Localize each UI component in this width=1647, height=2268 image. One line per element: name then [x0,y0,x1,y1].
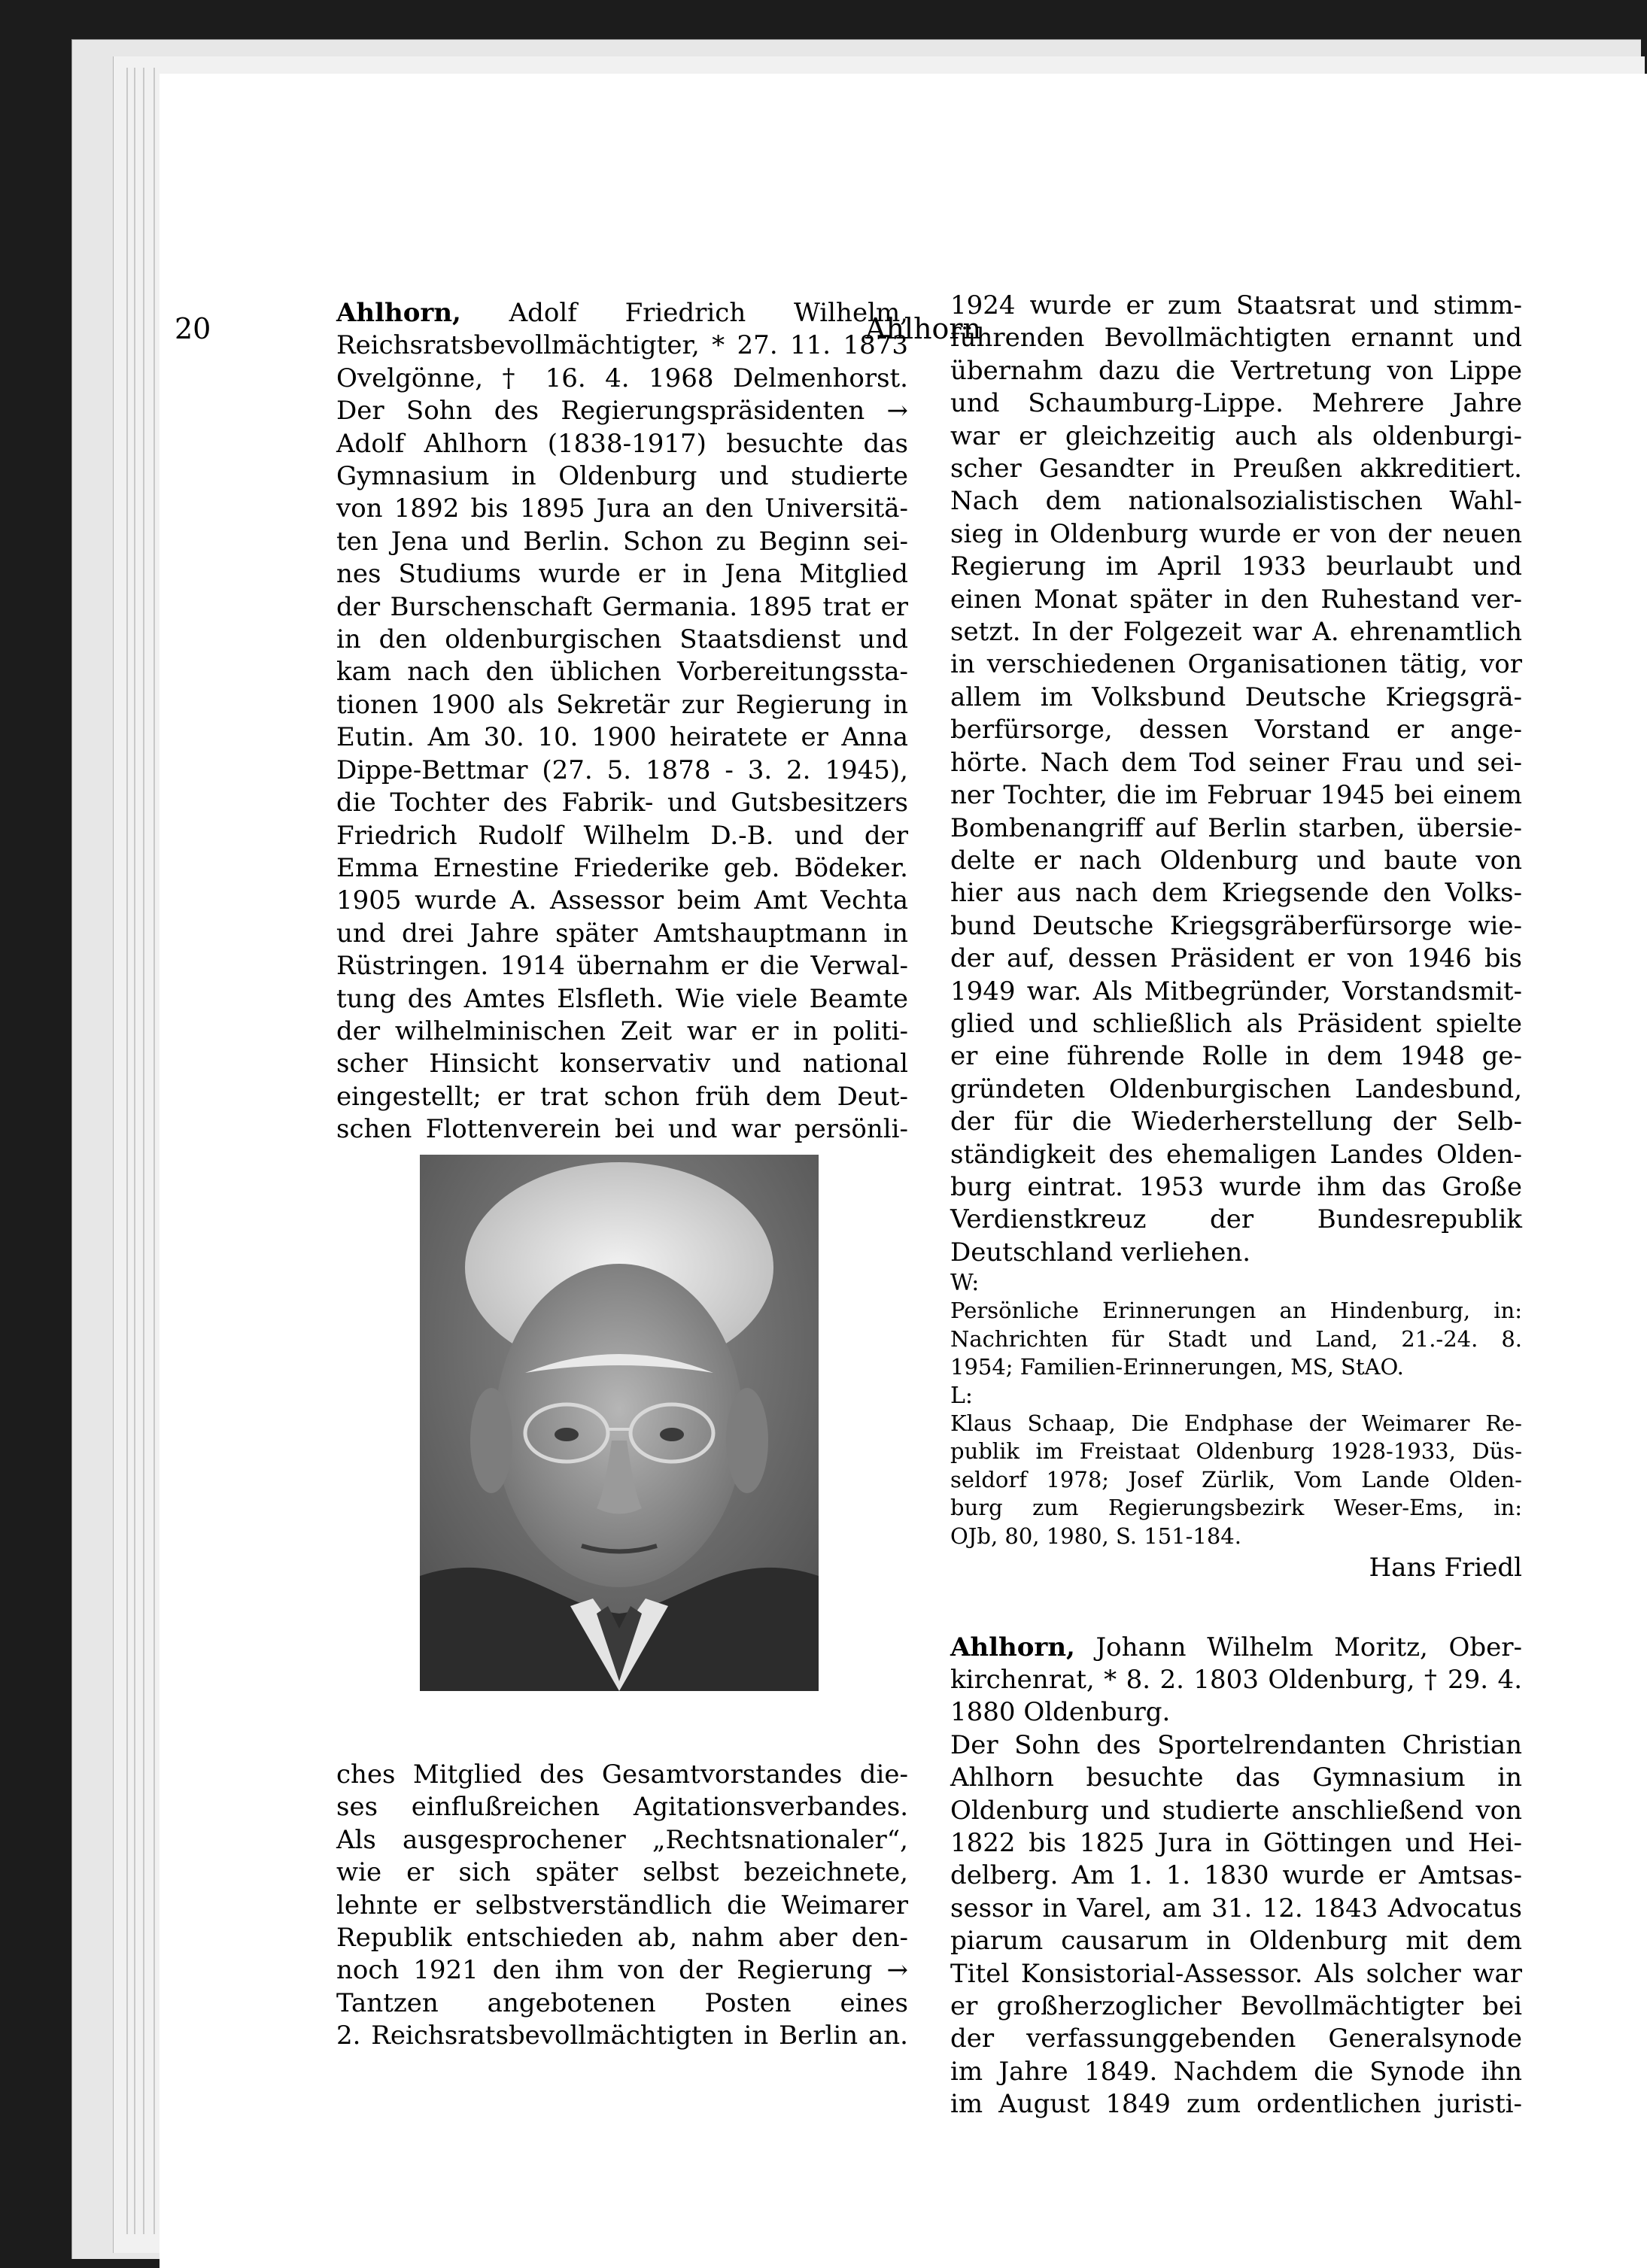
text-line: 1924 wurde er zum Staatsrat und stimm- [950,290,1522,320]
works-label: W: [950,1270,980,1297]
text-line: kam nach den üblichen Vorbereitungssta- [336,657,908,688]
text-line: nes Studiums wurde er in Jena Mitglied [336,559,908,590]
page-number: 20 [175,312,211,345]
works-line: Persönliche Erinnerungen an Hindenburg, in: [950,1298,1522,1324]
text-line: Als ausgesprochener „Rechtsnationaler“, [336,1824,908,1855]
text-line: der Burschenschaft Germania. 1895 trat er [336,591,908,622]
text-line: setzt. In der Folgezeit war A. ehrenamtlich [950,617,1522,648]
text-line: 1880 Oldenburg. [950,1697,1171,1728]
text-line: scher Gesandter in Preußen akkreditiert. [950,454,1522,484]
text-line: einen Monat später in den Ruhestand ver- [950,584,1522,615]
text-line: Regierung im April 1933 beurlaubt und [950,551,1522,582]
portrait-image [420,1155,819,1691]
text-line: ches Mitglied des Gesamtvorstandes die- [336,1759,908,1790]
literature-line: Klaus Schaap, Die Endphase der Weimarer Re- [950,1410,1522,1436]
text-line: die Tochter des Fabrik- und Gutsbesitzers [336,788,908,818]
text-line: Gymnasium in Oldenburg und studierte [336,461,908,492]
text-line: noch 1921 den ihm von der Regierung → [336,1955,908,1986]
text-line: berfürsorge, dessen Vorstand er ange- [950,715,1522,745]
text-line: ses einflußreichen Agitationsverbandes. [336,1792,908,1823]
text-line: der wilhelminischen Zeit war er in politi- [336,1016,908,1046]
entry1-column-left-top [336,297,908,1146]
text-line: in verschiedenen Organisationen tätig, vor [950,649,1522,680]
text-line: ner Tochter, die im Februar 1945 bei einem [950,780,1522,811]
text-line: tung des Amtes Elsfleth. Wie viele Beamte [336,983,908,1014]
text-line: Rüstringen. 1914 übernahm er die Verwal- [336,951,908,982]
text-line: und drei Jahre später Amtshauptmann in [336,918,908,949]
text-line: delberg. Am 1. 1. 1830 wurde er Amtsas- [950,1860,1522,1891]
text-line: 2. Reichsratsbevollmächtigten in Berlin an. [336,2021,908,2051]
text-line: Dippe-Bettmar (27. 5. 1878 - 3. 2. 1945), [336,754,908,785]
text-line: Tantzen angebotenen Posten eines [336,1987,908,2018]
literature-line: OJb, 80, 1980, S. 151-184. [950,1523,1241,1549]
text-line: Ahlhorn besuchte das Gymnasium in [950,1762,1522,1793]
text-line: allem im Volksbund Deutsche Kriegsgrä- [950,682,1522,712]
text-line: und Schaumburg-Lippe. Mehrere Jahre [950,388,1522,419]
text-line: Der Sohn des Sportelrendanten Christian [950,1729,1522,1760]
entry-name: Ahlhorn, [336,298,461,328]
text-line: er großherzoglicher Bevollmächtigter bei [950,1991,1522,2022]
text-line: Der Sohn des Regierungspräsidenten → [336,396,908,427]
text-line: der für die Wiederherstellung der Selb- [950,1107,1522,1137]
text-line: Nach dem nationalsozialistischen Wahl- [950,486,1522,517]
text-line: lehnte er selbstverständlich die Weimarer [336,1890,908,1920]
text-line: Friedrich Rudolf Wilhelm D.-B. und der [336,820,908,851]
text-line: von 1892 bis 1895 Jura an den Universitä- [336,493,908,524]
entry2-heading [950,1632,1522,1664]
works-line: 1954; Familien-Erinnerungen, MS, StAO. [950,1354,1404,1380]
entry-name: Ahlhorn, [950,1632,1075,1662]
literature-label: L: [950,1382,974,1409]
text-line: übernahm dazu die Vertretung von Lippe [950,355,1522,386]
text-line: gründeten Oldenburgischen Landesbund, [950,1073,1522,1104]
text-line: Oldenburg und studierte anschließend von [950,1795,1522,1826]
text-line: Verdienstkreuz der Bundesrepublik [950,1204,1522,1235]
text-line: Adolf Ahlhorn (1838-1917) besuchte das [336,428,908,459]
text-line: Bombenangriff auf Berlin starben, übersie- [950,812,1522,843]
text-line: kirchenrat, * 8. 2. 1803 Oldenburg, † 29. 4. [950,1665,1522,1695]
text-line: er eine führende Rolle in dem 1948 ge- [950,1041,1522,1072]
text-line: burg eintrat. 1953 wurde ihm das Große [950,1171,1522,1202]
text-line: Deutschland verliehen. [950,1237,1251,1268]
text-line: wie er sich später selbst bezeichnete, [336,1857,908,1888]
text-line: hier aus nach dem Kriegsende den Volks- [950,878,1522,909]
text-line: war er gleichzeitig auch als oldenburgi- [950,421,1522,451]
text-line: ten Jena und Berlin. Schon zu Beginn sei- [336,526,908,557]
running-title: Ahlhorn [865,312,982,345]
text-line: im August 1849 zum ordentlichen juristi- [950,2089,1522,2120]
text-line: führenden Bevollmächtigten ernannt und [950,323,1522,354]
text-line: im Jahre 1849. Nachdem die Synode ihn [950,2056,1522,2087]
literature-line: burg zum Regierungsbezirk Weser-Ems, in: [950,1495,1522,1521]
text-line: 1949 war. Als Mitbegründer, Vorstandsmit- [950,976,1522,1006]
text-line: bund Deutsche Kriegsgräberfürsorge wie- [950,910,1522,941]
text-line: schen Flottenverein bei und war persönli- [336,1114,908,1145]
text-line: 1905 wurde A. Assessor beim Amt Vechta [336,885,908,916]
text-line: scher Hinsicht konservativ und national [336,1049,908,1079]
literature-line: publik im Freistaat Oldenburg 1928-1933, Düs- [950,1438,1522,1465]
author-signature: Hans Friedl [1369,1553,1522,1583]
text-line: eingestellt; er trat schon früh dem Deut- [336,1081,908,1112]
text-line: Emma Ernestine Friederike geb. Bödeker. [336,852,908,883]
page-edges [120,68,166,2234]
entry-separator [950,1585,1522,1632]
text-line: delte er nach Oldenburg und baute von [950,845,1522,876]
text-line: Reichsratsbevollmächtigter, * 27. 11. 1873 [336,330,908,361]
text-line: Eutin. Am 30. 10. 1900 heiratete er Anna [336,722,908,753]
text-line: der auf, dessen Präsident er von 1946 bis [950,943,1522,974]
text-line: sieg in Oldenburg wurde er von der neuen [950,518,1522,549]
text-line: in den oldenburgischen Staatsdienst und [336,624,908,655]
entry1-column-left-bottom [336,1759,908,2053]
portrait-photo [420,1155,819,1691]
text-line: Ovelgönne, † 16. 4. 1968 Delmenhorst. [336,363,908,393]
literature-line: seldorf 1978; Josef Zürlik, Vom Lande Olden- [950,1466,1522,1492]
text-line: hörte. Nach dem Tod seiner Frau und sei- [950,747,1522,778]
text-line: ständigkeit des ehemaligen Landes Olden- [950,1139,1522,1170]
entry1-heading [336,297,908,329]
text-line: der verfassunggebenden Generalsynode [950,2024,1522,2054]
text-line: 1822 bis 1825 Jura in Göttingen und Hei- [950,1828,1522,1859]
works-line: Nachrichten für Stadt und Land, 21.-24. 8. [950,1325,1522,1352]
entry-heading-rest: Johann Wilhelm Moritz, Ober- [1074,1632,1522,1662]
column-right [950,290,1522,2121]
entry-heading-rest: Adolf Friedrich Wilhelm, [460,298,908,328]
text-line: Titel Konsistorial-Assessor. Als solcher war [950,1958,1522,1989]
text-line: glied und schließlich als Präsident spielte [950,1008,1522,1039]
text-line: sessor in Varel, am 31. 12. 1843 Advocatus [950,1893,1522,1923]
text-line: tionen 1900 als Sekretär zur Regierung in [336,689,908,720]
text-line: Republik entschieden ab, nahm aber den- [336,1923,908,1954]
text-line: piarum causarum in Oldenburg mit dem [950,1926,1522,1957]
